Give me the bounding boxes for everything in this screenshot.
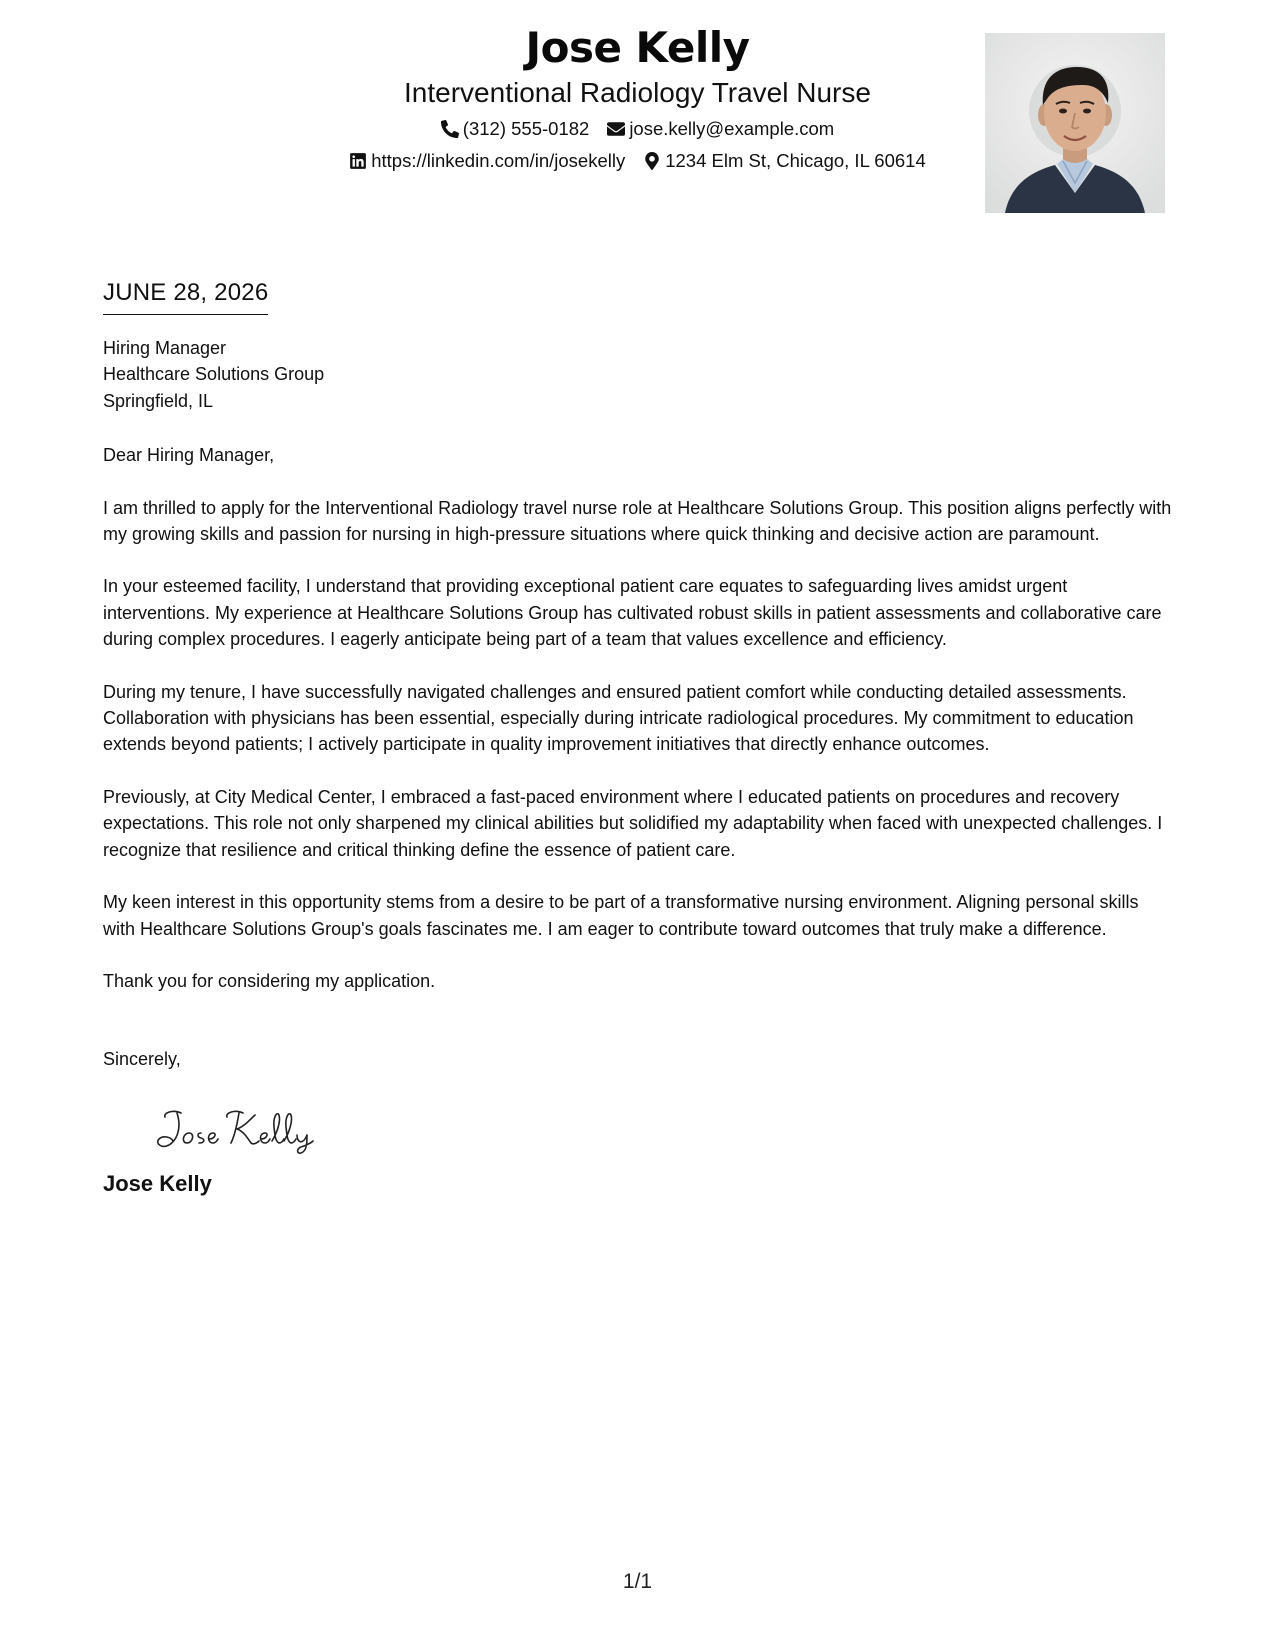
sign-off: Sincerely, xyxy=(103,1049,181,1070)
email-address: jose.kelly@example.com xyxy=(629,118,835,139)
salutation: Dear Hiring Manager, xyxy=(103,445,275,466)
map-pin-icon xyxy=(643,152,661,170)
email-contact[interactable] xyxy=(607,116,834,142)
linkedin-contact[interactable] xyxy=(349,148,625,174)
phone-number: (312) 555-0182 xyxy=(462,118,590,139)
page-number: 1/1 xyxy=(622,1570,653,1593)
street-address: 1234 Elm St, Chicago, IL 60614 xyxy=(665,150,926,171)
body-paragraph: My keen interest in this opportunity stems from a desire to be part of a transformative nursing environment. Aligning personal skills with Healthcare Solutions Group's goals fascinates me. I am eager to contribute toward outcomes that truly make a difference. xyxy=(103,892,1139,939)
portrait-illustration xyxy=(985,33,1165,213)
linkedin-icon xyxy=(349,152,367,170)
closing-line: Thank you for considering my application. xyxy=(103,970,436,991)
applicant-name: Jose Kelly xyxy=(525,23,750,72)
body-paragraph: I am thrilled to apply for the Interventional Radiology travel nurse role at Healthcare Solutions Group. This position aligns perfectly with my growing skills and passion for nursing in high-pressure situations where quick thinking and decisive action are paramount. xyxy=(103,497,1172,545)
profile-photo xyxy=(985,33,1165,213)
job-title: Interventional Radiology Travel Nurse xyxy=(404,77,871,108)
body-paragraph: Previously, at City Medical Center, I embraced a fast-paced environment where I educated patients on procedures and recovery expectations. This role not only sharpened my clinical abilities but solidified my adaptability when faced with unexpected challenges. I recognize that resilience and critical thinking define the essence of patient care. xyxy=(103,786,1163,860)
address-contact xyxy=(643,148,926,174)
phone-icon xyxy=(441,120,459,138)
letter-body xyxy=(103,276,1175,1199)
linkedin-url: https://linkedin.com/in/josekelly xyxy=(371,150,626,171)
recipient-title: Hiring Manager xyxy=(103,338,227,358)
phone-contact[interactable] xyxy=(441,116,590,142)
signer-name: Jose Kelly xyxy=(103,1170,212,1196)
recipient-location: Springfield, IL xyxy=(103,390,214,411)
signature-graphic xyxy=(151,1099,351,1155)
body-paragraph: During my tenure, I have successfully navigated challenges and ensured patient comfort while conducting detailed assessments. Collaboration with physicians has been essential, especially during intricate radiological procedures. My commitment to education extends beyond patients; I actively participate in quality improvement initiatives that directly enhance outcomes. xyxy=(103,681,1134,755)
envelope-icon xyxy=(607,120,625,138)
handwritten-signature xyxy=(151,1099,351,1155)
letter-date: JUNE 28, 2026 xyxy=(103,276,268,315)
body-paragraph: In your esteemed facility, I understand that providing exceptional patient care equates to safeguarding lives amidst urgent interventions. My experience at Healthcare Solutions Group has cultivated robust skills in patient assessments and collaborative care during complex procedures. I eagerly anticipate being part of a team that values excellence and efficiency. xyxy=(103,576,1162,650)
recipient-company: Healthcare Solutions Group xyxy=(103,364,325,385)
recipient-block xyxy=(103,335,1175,414)
